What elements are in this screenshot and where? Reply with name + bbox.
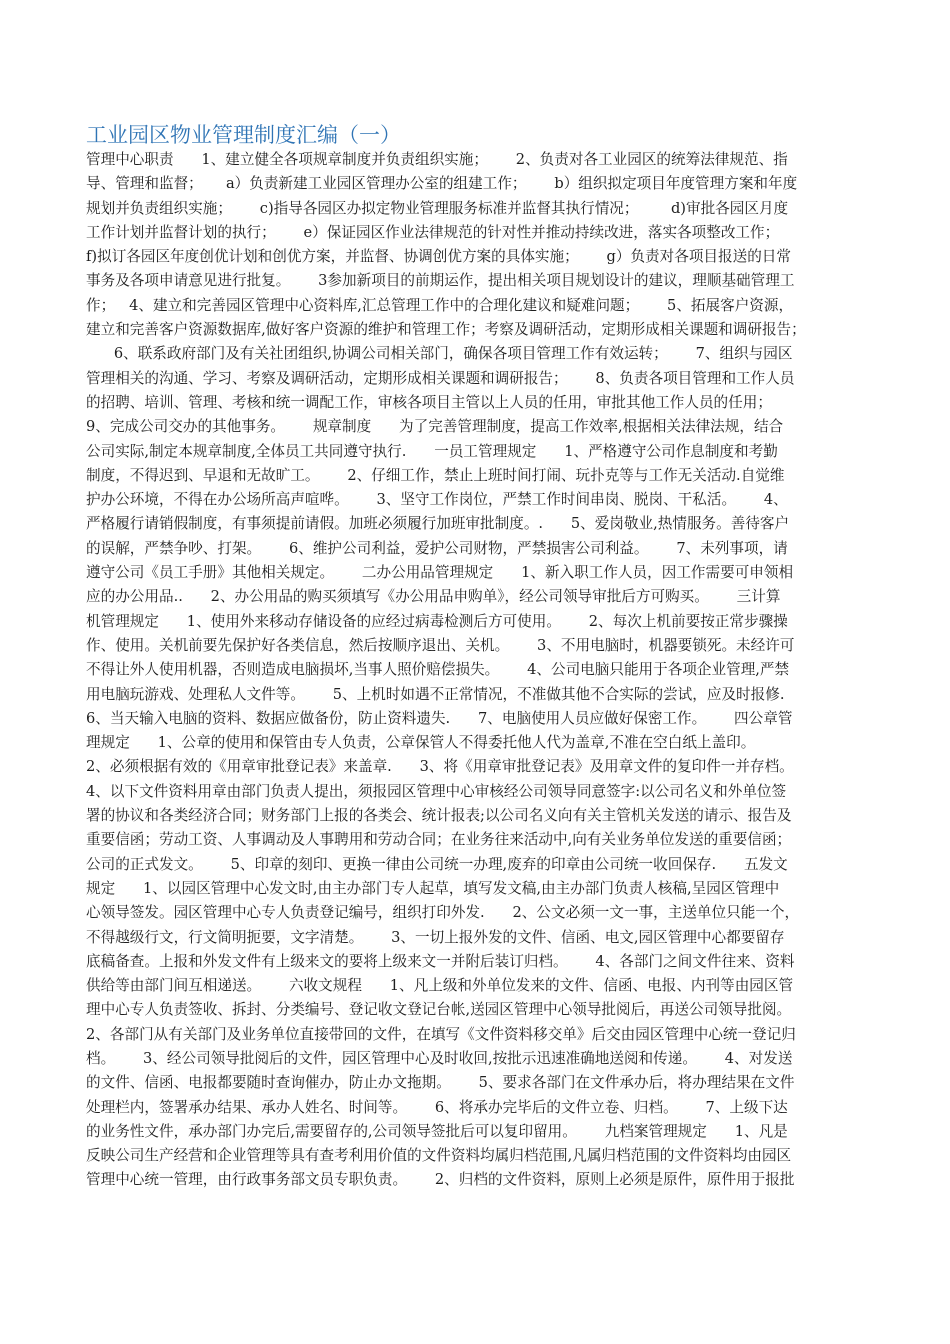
body-line: 心领导签发。园区管理中心专人负责登记编号，组织打印外发. 2、公文必须一文一事，主送单位只能一个， (86, 904, 800, 922)
body-line: 档。 3、经公司领导批阅后的文件，园区管理中心及时收回,按批示迅速准确地送阅和传递。 4、对发送 (86, 1049, 793, 1067)
body-line: 9、完成公司交办的其他事务。 规章制度 为了完善管理制度，提高工作效率,根据相关法律法规，结合 (86, 418, 784, 436)
body-line: 不得越级行文，行文简明扼要，文字清楚。 3、一切上报外发的文件、信函、电文,园区管理中心都要留存 (86, 928, 785, 946)
body-line: 机管理规定 1、使用外来移动存储设备的应经过病毒检测后方可使用。 2、每次上机前要按正常步骤操 (86, 612, 788, 630)
body-line: 反映公司生产经营和企业管理等具有查考利用价值的文件资料均属归档范围,凡属归档范围的文件资料均由园区 (86, 1147, 792, 1165)
body-line: 公司的正式发文。 5、印章的刻印、更换一律由公司统一办理,废弃的印章由公司统一收回保存. 五发文 (86, 855, 788, 873)
body-line: 导、管理和监督； a）负责新建工业园区管理办公室的组建工作； b）组织拟定项目年度管理方案和年度 (86, 175, 798, 193)
body-line: 制度，不得迟到、早退和无故旷工。 2、仔细工作，禁止上班时间打闹、玩扑克等与工作无关活动.自觉维 (86, 466, 785, 484)
body-line: 事务及各项申请意见进行批复。 3参加新项目的前期运作，提出相关项目规划设计的建议，理顺基础管理工 (86, 272, 795, 290)
body-line: 工作计划并监督计划的执行； e）保证园区作业法律规范的针对性并推动持续改进，落实各项整改工作； (86, 223, 780, 241)
body-line: 管理相关的沟通、学习、考察及调研活动，定期形成相关课题和调研报告； 8、负责各项目管理和工作人员 (86, 369, 795, 387)
body-line: 理中心专人负责签收、拆封、分类编号、登记收文登记台帐,送园区管理中心领导批阅后，再送公司领导批阅。 (86, 1001, 792, 1019)
body-line: 理规定 1、公章的使用和保管由专人负责，公章保管人不得委托他人代为盖章,不准在空白纸上盖印。 (86, 734, 756, 752)
body-line: 不得让外人使用机器，否则造成电脑损坏,当事人照价赔偿损失。 4、公司电脑只能用于各项企业管理,严禁 (86, 661, 790, 679)
body-line: 处理栏内，签署承办结果、承办人姓名、时间等。 6、将承办完毕后的文件立卷、归档。 7、上级下达 (86, 1098, 788, 1116)
body-line: 用电脑玩游戏、处理私人文件等。 5、上机时如遇不正常情况，不准做其他不合实际的尝试，应及时报修. (86, 685, 785, 703)
body-line: 应的办公用品.. 2、办公用品的购买须填写《办公用品申购单》，经公司领导审批后方可购买。 三计算 (86, 588, 781, 606)
body-line: 遵守公司《员工手册》其他相关规定。 二办公用品管理规定 1、新入职工作人员，因工作需要可申领相 (86, 564, 794, 582)
body-line: 2、各部门从有关部门及业务单位直接带回的文件，在填写《文件资料移交单》后交由园区管理中心统一登记归 (86, 1025, 796, 1043)
body-line: 作； 4、建立和完善园区管理中心资料库,汇总管理工作中的合理化建议和疑难问题； 5、拓展客户资源， (86, 296, 794, 314)
body-line: 规划并负责组织实施； c)指导各园区办拟定物业管理服务标准并监督其执行情况； d)审批各园区月度 (86, 199, 789, 217)
body-line: 的业务性文件，承办部门办完后,需要留存的,公司领导签批后可以复印留用。 九档案管理规定 1、凡是 (86, 1122, 788, 1140)
body-line: 4、以下文件资料用章由部门负责人提出，须报园区管理中心审核经公司领导同意签字:以公司名义和外单位签 (86, 782, 787, 800)
document-title: 工业园区物业管理制度汇编（一） (86, 123, 401, 147)
document-body (86, 148, 916, 1193)
body-line: 署的协议和各类经济合同；财务部门上报的各类会、统计报表;以公司名义向有关主管机关发送的请示、报告及 (86, 807, 792, 825)
body-line: 的文件、信函、电报都要随时查询催办，防止办文拖期。 5、要求各部门在文件承办后，将办理结果在文件 (86, 1074, 795, 1092)
body-line: 管理中心统一管理，由行政事务部文员专职负责。 2、归档的文件资料，原则上必须是原件，原件用于报批 (86, 1171, 795, 1189)
body-line: 6、当天输入电脑的资料、数据应做备份，防止资料遗失. 7、电脑使用人员应做好保密工作。 四公章管 (86, 709, 793, 727)
body-line: 作、使用。关机前要先保护好各类信息，然后按顺序退出、关机。 3、不用电脑时，机器要锁死。未经许可 (86, 636, 795, 654)
body-line: 6、联系政府部门及有关社团组织,协调公司相关部门，确保各项目管理工作有效运转； 7、组织与园区 (86, 345, 793, 363)
body-line: 重要信函；劳动工资、人事调动及人事聘用和劳动合同；在业务往来活动中,向有关业务单位发送的重要信函； (86, 831, 792, 849)
body-line: 的误解，严禁争吵、打架。 6、维护公司利益，爱护公司财物，严禁损害公司利益。 7、未列事项，请 (86, 539, 788, 557)
body-line: 护办公环境，不得在办公场所高声喧哗。 3、坚守工作岗位，严禁工作时间串岗、脱岗、干私活。 4、 (86, 491, 788, 509)
body-line: f)拟订各园区年度创优计划和创优方案，并监督、协调创优方案的具体实施； g）负责对各项目报送的日常 (86, 248, 791, 266)
body-line: 的招聘、培训、管理、考核和统一调配工作，审核各项目主管以上人员的任用，审批其他工作人员的任用； (86, 393, 772, 411)
body-line: 底稿备查。上报和外发文件有上级来文的要将上级来文一并附后装订归档。 4、各部门之间文件往来、资料 (86, 952, 795, 970)
body-line: 严格履行请销假制度，有事须提前请假。加班必须履行加班审批制度。. 5、爱岗敬业,热情服务。善待客户 (86, 515, 790, 533)
body-line: 供给等由部门间互相递送。 六收文规程 1、凡上级和外单位发来的文件、信函、电报、内刊等由园区管 (86, 977, 794, 995)
body-line: 公司实际,制定本规章制度,全体员工共同遵守执行. 一员工管理规定 1、严格遵守公司作息制度和考勤 (86, 442, 778, 460)
body-line: 2、必须根据有效的《用章审批登记表》来盖章. 3、将《用章审批登记表》及用章文件的复印件一并存档。 (86, 758, 794, 776)
body-line: 建立和完善客户资源数据库,做好客户资源的维护和管理工作；考察及调研活动，定期形成相关课题和调研报告； (86, 321, 806, 339)
body-line: 规定 1、以园区管理中心发文时,由主办部门专人起草，填写发文稿,由主办部门负责人核稿,呈园区管理中 (86, 879, 780, 897)
body-line: 管理中心职责 1、建立健全各项规章制度并负责组织实施； 2、负责对各工业园区的统筹法律规范、指 (86, 151, 788, 168)
